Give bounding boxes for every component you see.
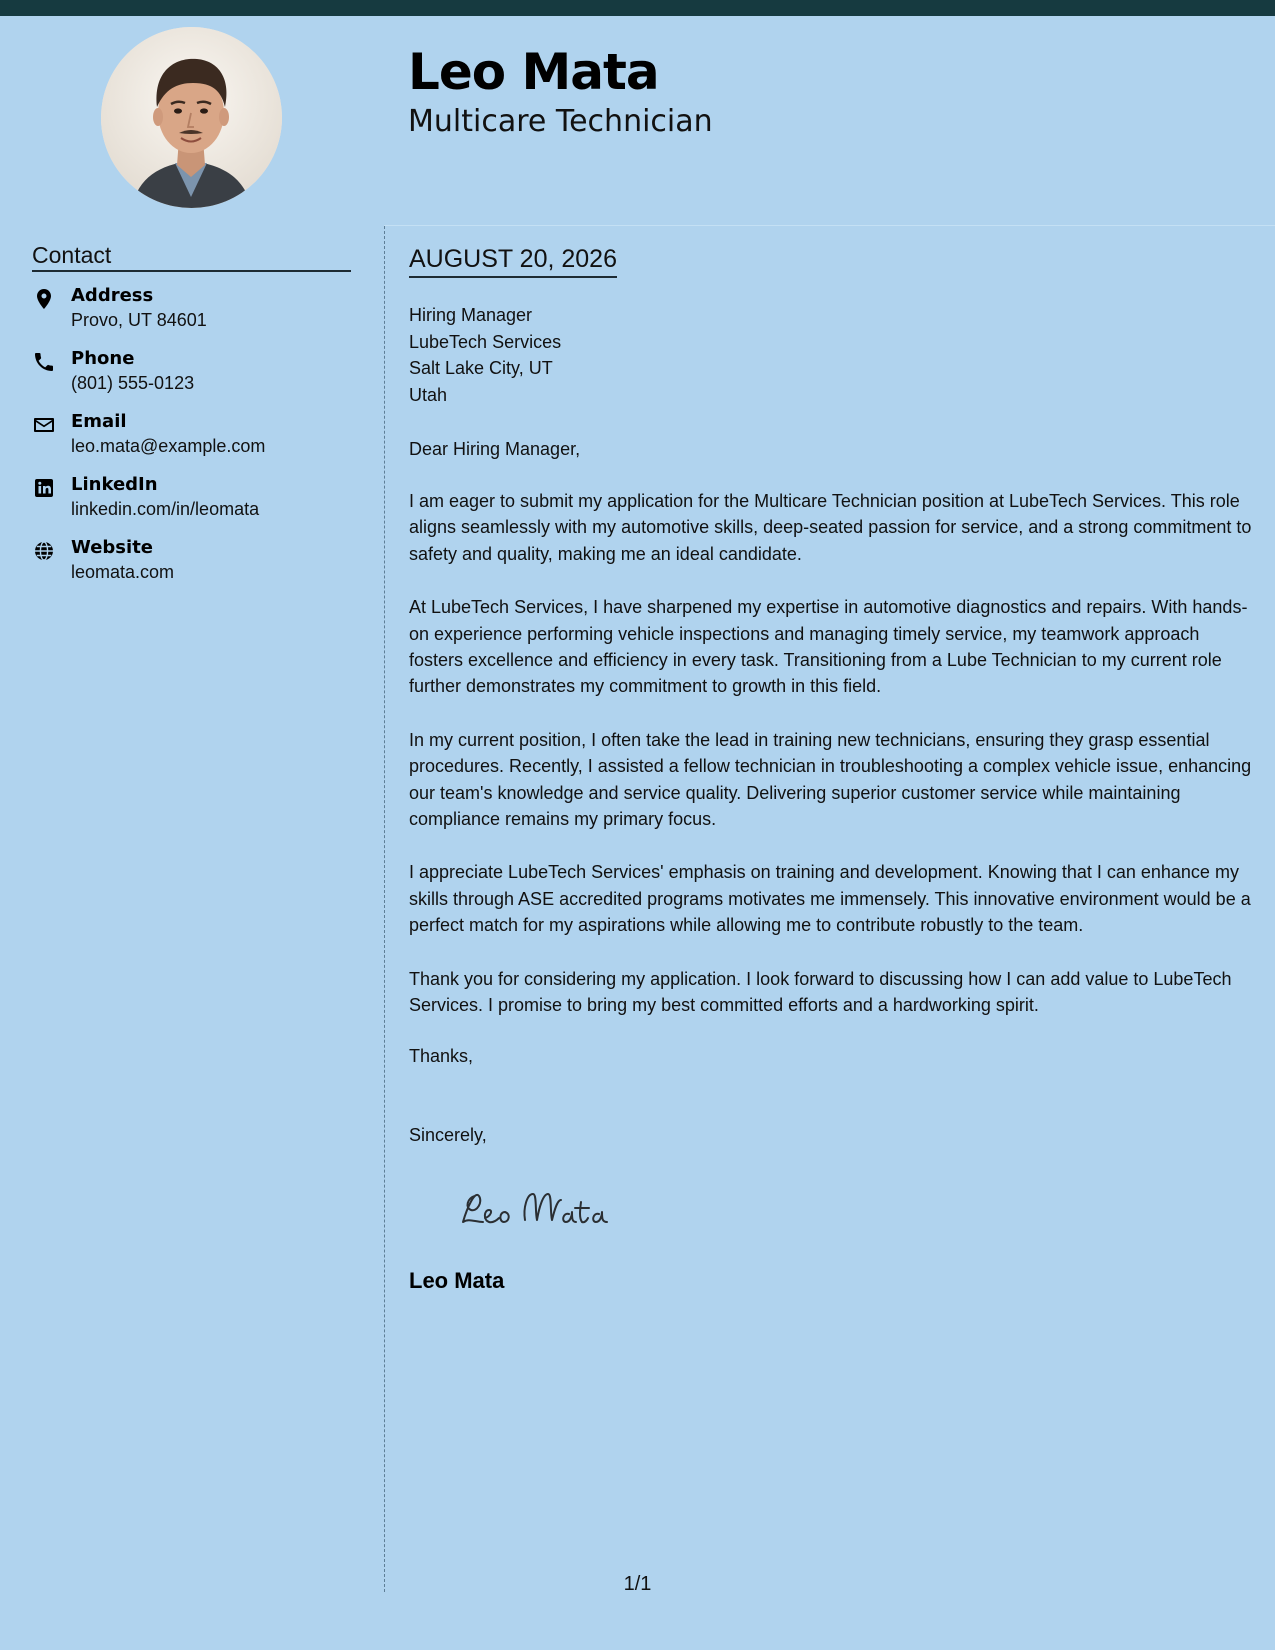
contact-label: LinkedIn (71, 474, 158, 495)
profile-photo (101, 27, 282, 208)
contact-item-phone (32, 346, 362, 396)
signer-name: Leo Mata (409, 1268, 505, 1293)
recipient-state: Utah (409, 384, 448, 405)
recipient-block (409, 302, 561, 408)
contact-item-address (32, 283, 362, 333)
contact-item-email (32, 409, 362, 459)
globe-icon (32, 539, 56, 563)
letter-body (409, 488, 1254, 1046)
linkedin-link[interactable]: linkedin.com/in/leomata (71, 499, 260, 519)
location-pin-icon (32, 287, 56, 311)
contact-label: Address (71, 285, 154, 306)
letter-date: AUGUST 20, 2026 (409, 243, 617, 278)
job-title: Multicare Technician (408, 104, 713, 139)
body-paragraph: I appreciate LubeTech Services' emphasis on training and development. Knowing that I can enhance my skills through ASE accredited programs motivates me immensely. This innovative environment would be a perfect match for my aspirations while allowing me to contribute robustly to the team. (409, 862, 1251, 936)
greeting: Dear Hiring Manager, (409, 439, 581, 459)
recipient-name: Hiring Manager (409, 305, 533, 325)
envelope-icon (32, 413, 56, 437)
website-link[interactable]: leomata.com (71, 562, 175, 582)
body-paragraph: I am eager to submit my application for the Multicare Technician position at LubeTech Services. This role aligns seamlessly with my automotive skills, deep-seated passion for service, and a strong commitment to safety and quality, making me an ideal candidate. (409, 491, 1252, 564)
email-link[interactable]: leo.mata@example.com (71, 436, 266, 456)
recipient-city: Salt Lake City, UT (409, 358, 553, 378)
sign-off: Sincerely, (409, 1125, 487, 1145)
contact-item-website (32, 535, 362, 585)
contact-list (32, 283, 362, 598)
top-accent-bar (0, 0, 1275, 16)
contact-label: Email (71, 411, 127, 432)
contact-label: Phone (71, 348, 135, 369)
header-divider (384, 225, 1275, 226)
address-value: Provo, UT 84601 (71, 310, 207, 330)
phone-icon (32, 350, 56, 374)
linkedin-icon (32, 476, 56, 500)
column-divider (384, 226, 385, 1592)
contact-heading: Contact (32, 240, 351, 272)
recipient-company: LubeTech Services (409, 331, 562, 352)
handwritten-signature (455, 1178, 635, 1238)
phone-value[interactable]: (801) 555-0123 (71, 373, 195, 393)
applicant-name: Leo Mata (408, 43, 659, 101)
contact-item-linkedin (32, 472, 362, 522)
page-number: 1/1 (623, 1573, 652, 1595)
closing: Thanks, (409, 1046, 474, 1066)
body-paragraph: At LubeTech Services, I have sharpened my expertise in automotive diagnostics and repairs. With hands-on experience performing vehicle inspections and managing timely service, my teamwork approach fosters excellence and efficiency in every task. Transitioning from a Lube Technician to my current role further demonstrates my commitment to growth in this field. (409, 597, 1248, 697)
contact-label: Website (71, 537, 154, 558)
body-paragraph: Thank you for considering my application. I look forward to discussing how I can add value to LubeTech Services. I promise to bring my best committed efforts and a hardworking spirit. (409, 968, 1232, 1016)
body-paragraph: In my current position, I often take the lead in training new technicians, ensuring they grasp essential procedures. Recently, I assisted a fellow technician in troubleshooting a complex vehicle issue, enhancing our team's knowledge and service quality. Delivering superior customer service while maintaining compliance remains my primary focus. (409, 729, 1252, 830)
